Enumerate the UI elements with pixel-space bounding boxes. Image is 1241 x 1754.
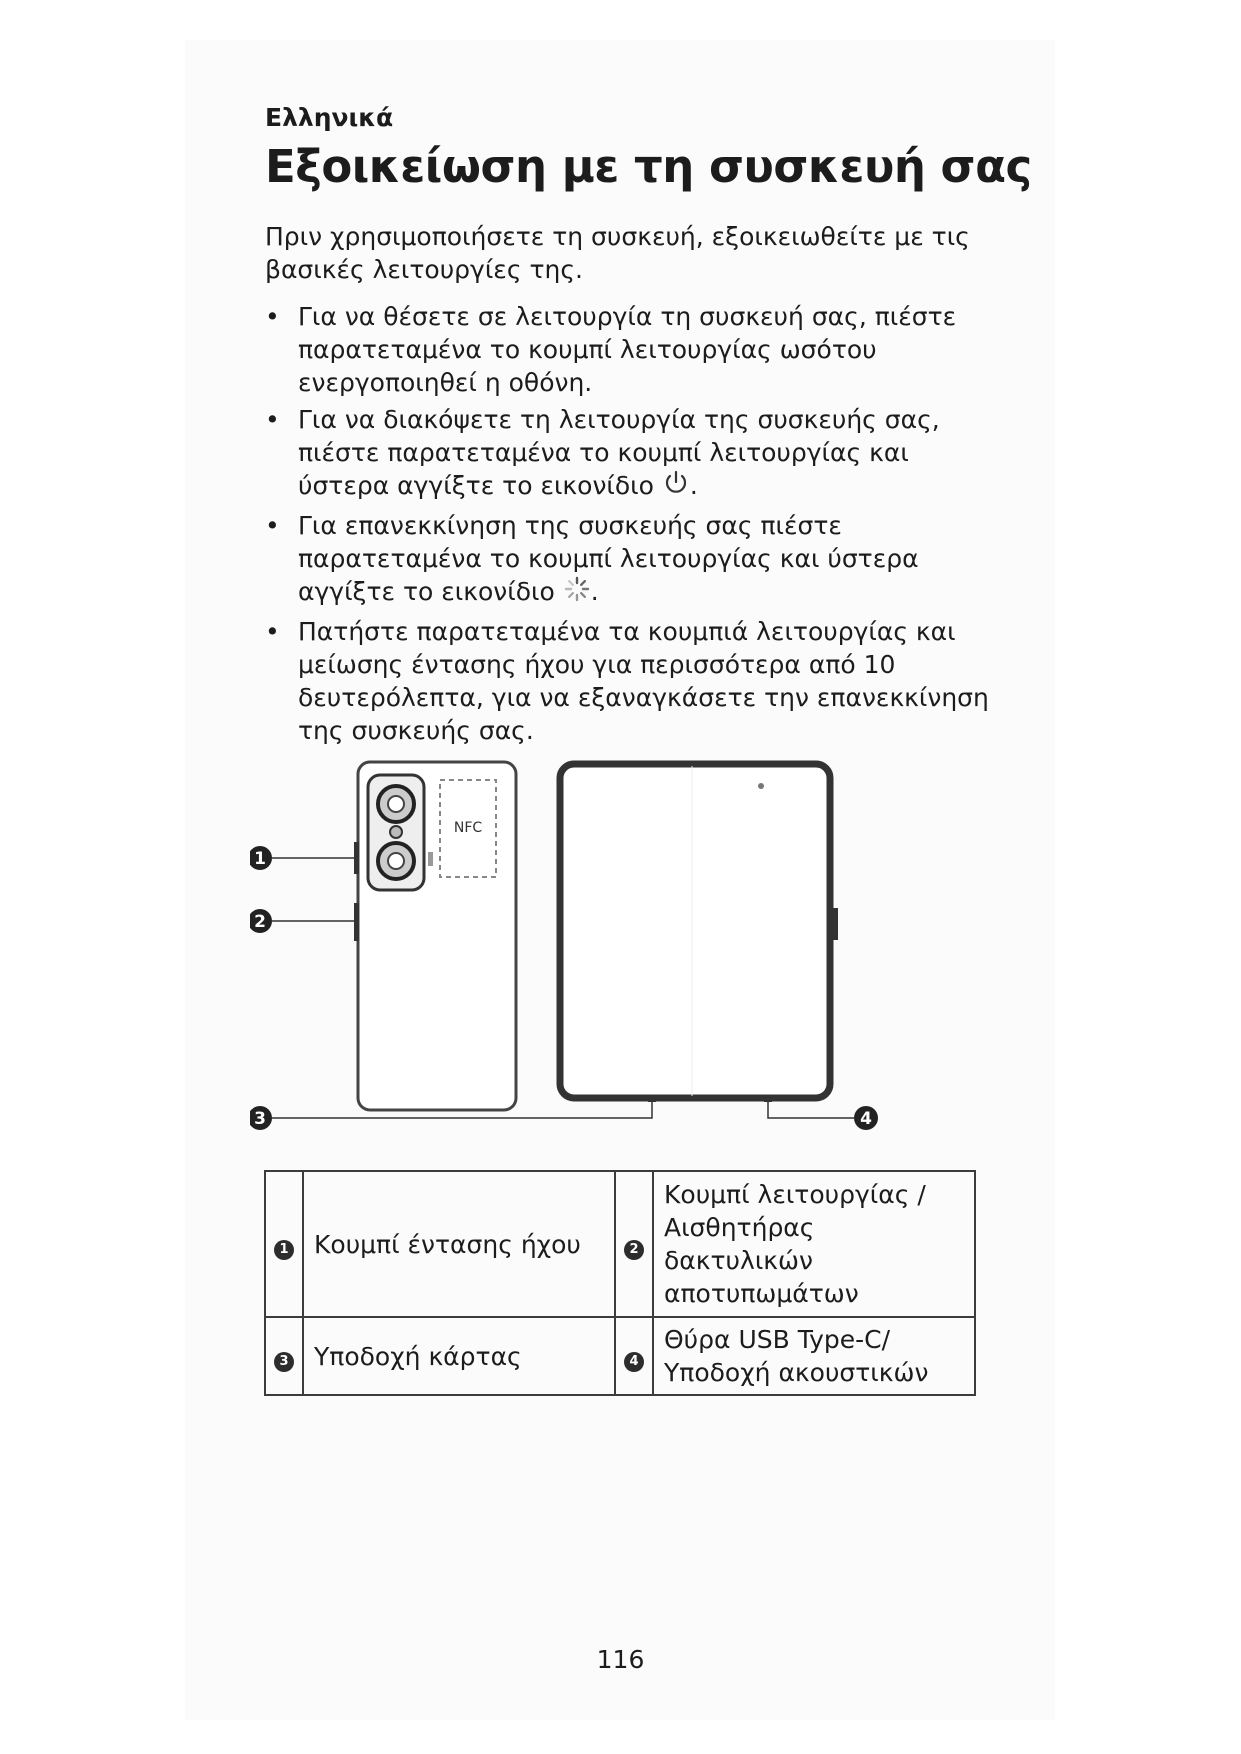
row-number-badge: 3 xyxy=(274,1352,294,1372)
svg-text:1: 1 xyxy=(254,849,266,869)
table-cell: Θύρα USB Type-C/ Υποδοχή ακουστικών xyxy=(653,1317,975,1395)
svg-text:2: 2 xyxy=(254,912,266,932)
side-button-right xyxy=(833,908,838,940)
page-number: 116 xyxy=(596,1645,645,1674)
table-cell: Υποδοχή κάρτας xyxy=(303,1317,615,1395)
page-title: Εξοικείωση με τη συσκευή σας xyxy=(265,140,1032,193)
device-illustration xyxy=(250,760,990,1160)
row-number-badge: 4 xyxy=(624,1352,644,1372)
phone-front-outline xyxy=(560,764,830,1098)
table-cell: Κουμπί έντασης ήχου xyxy=(303,1171,615,1317)
camera-module xyxy=(368,775,433,890)
intro-text: Πριν χρησιμοποιήσετε τη συσκευή, εξοικειωθείτε με τις βασικές λειτουργίες της. xyxy=(265,222,970,284)
list-item-suffix: . xyxy=(590,577,599,606)
row-number-badge: 1 xyxy=(274,1240,294,1260)
language-label: Ελληνικά xyxy=(265,103,394,132)
instructions-list xyxy=(265,300,995,751)
power-icon xyxy=(662,469,690,505)
callout-1 xyxy=(250,846,272,870)
table-row xyxy=(265,1171,975,1317)
list-item-text: Για να διακόψετε τη λειτουργία της συσκευής σας, πιέστε παρατεταμένα το κουμπί λειτουργίας και ύστερα αγγίξτε το εικονίδιο xyxy=(298,405,940,500)
list-item xyxy=(265,300,995,399)
callout-3 xyxy=(250,1106,272,1130)
restart-icon xyxy=(563,575,591,611)
parts-table xyxy=(264,1170,976,1396)
list-item-text: Για να θέσετε σε λειτουργία τη συσκευή σας, πιέστε παρατεταμένα το κουμπί λειτουργίας ωσότου ενεργοποιηθεί η οθόνη. xyxy=(298,302,957,397)
table-cell: Κουμπί λειτουργίας / Αισθητήρας δακτυλικών αποτυπωμάτων xyxy=(653,1171,975,1317)
list-item-text: Για επανεκκίνηση της συσκευής σας πιέστε παρατεταμένα το κουμπί λειτουργίας και ύστερα αγγίξτε το εικονίδιο xyxy=(298,511,919,606)
row-number-badge: 2 xyxy=(624,1240,644,1260)
volume-button xyxy=(354,842,359,874)
front-camera xyxy=(758,783,764,789)
callout-2 xyxy=(250,909,272,933)
list-item-text: Πατήστε παρατεταμένα τα κουμπιά λειτουργίας και μείωσης έντασης ήχου για περισσότερα από 10 δευτερόλεπτα, για να εξαναγκάσετε την επανεκκίνηση της συσκευής σας. xyxy=(298,617,989,745)
list-item-suffix: . xyxy=(689,471,698,500)
svg-text:4: 4 xyxy=(860,1109,872,1129)
nfc-label: NFC xyxy=(453,820,483,836)
list-item xyxy=(265,615,995,747)
callout-4 xyxy=(854,1106,878,1130)
power-button xyxy=(354,903,359,941)
list-item xyxy=(265,509,995,611)
svg-text:3: 3 xyxy=(254,1109,266,1129)
list-item xyxy=(265,403,995,505)
table-row xyxy=(265,1317,975,1395)
